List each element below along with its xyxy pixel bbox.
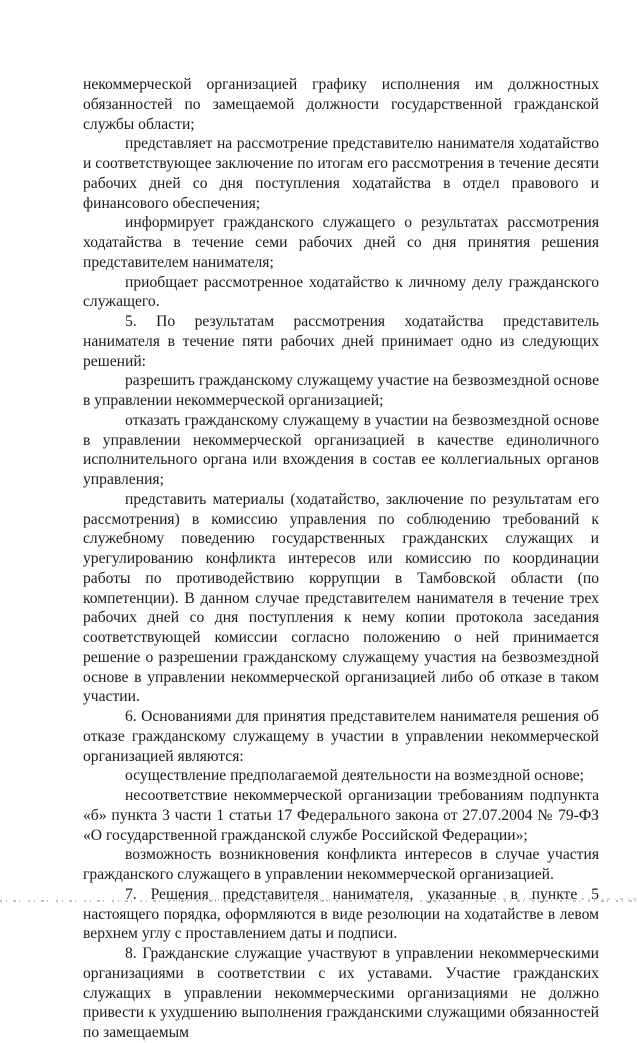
clause-8: 8. Гражданские служащие участвуют в управлении некоммерческими организациями в соответствии с их уставами. Участие гражданских служащих в управлении некоммерческими организациями не должно привести к ухудшению выполнения гражданскими служащими обязанностей по замещаемым (83, 945, 599, 1041)
decision-permit: разрешить гражданскому служащему участие на безвозмездной основе в управлении некоммерческой организацией; (83, 372, 599, 409)
paragraph-attach-to-file: приобщает рассмотренное ходатайство к личному делу гражданского служащего. (83, 273, 599, 311)
clause-5: 5. По результатам рассмотрения ходатайства представитель нанимателя в течение пяти рабочих дней принимает одно из следующих решений: (83, 313, 599, 370)
clause-7: 7. Решения представителя нанимателя, указанные в пункте 5 настоящего порядка, оформляются в виде резолюции на ходатайстве в левом верхнем углу с проставлением даты и подписи. (83, 885, 599, 943)
scan-bottom-edge (0, 891, 640, 905)
clause-6: 6. Основаниями для принятия представителем нанимателя решения об отказе гражданскому служащему в участии в управлении некоммерческой организацией являются: (83, 708, 599, 765)
ground-conflict-of-interest: возможность возникновения конфликта интересов в случае участия гражданского служащего в управлении некоммерческой организацией. (83, 846, 599, 883)
decision-refuse: отказать гражданскому служащему в участии на безвозмездной основе в управлении некоммерческой организацией в качестве единоличного исполнительного органа или вхождения в состав ее коллегиальных органов управления; (83, 411, 599, 488)
ground-paid-activity: осуществление предполагаемой деятельности на возмездной основе; (125, 767, 584, 785)
ground-noncompliance: несоответствие некоммерческой организации требованиям подпункта «б» пункта 3 части 1 статьи 17 Федерального закона от 27.07.2004 № 79-ФЗ «О государственной гражданской службе Российской Федерации»; (83, 787, 599, 844)
scan-artifact-line (0, 891, 640, 905)
paragraph-inform-employee: информирует гражданского служащего о результатах рассмотрения ходатайства в течение семи рабочих дней со дня принятия решения представителем нанимателя; (83, 214, 599, 271)
paragraph-submit-petition: представляет на рассмотрение представителю нанимателя ходатайство и соответствующее заключение по итогам его рассмотрения в течение десяти рабочих дней со дня поступления ходатайства в отдел правового и финансового обеспечения; (83, 135, 599, 212)
paragraph-continuation: некоммерческой организацией графику исполнения им должностных обязанностей по замещаемой должности государственной гражданской службы области; (83, 76, 599, 133)
decision-refer-to-commission: представить материалы (ходатайство, заключение по результатам его рассмотрения) в комиссию управления по соблюдению требований к служебному поведению государственных гражданских служащих и урегулированию конфликта интересов или комиссию по координации работы по противодействию коррупции в Тамбовской области (по компетенции). В данном случае представителем нанимателя в течение трех рабочих дней со дня поступления к нему копии протокола заседания соответствующей комиссии согласно положению о ней принимается решение о разрешении гражданскому служащему участия на безвозмездной основе в управлении некоммерческой организацией либо об отказе в таком участии. (83, 490, 599, 706)
